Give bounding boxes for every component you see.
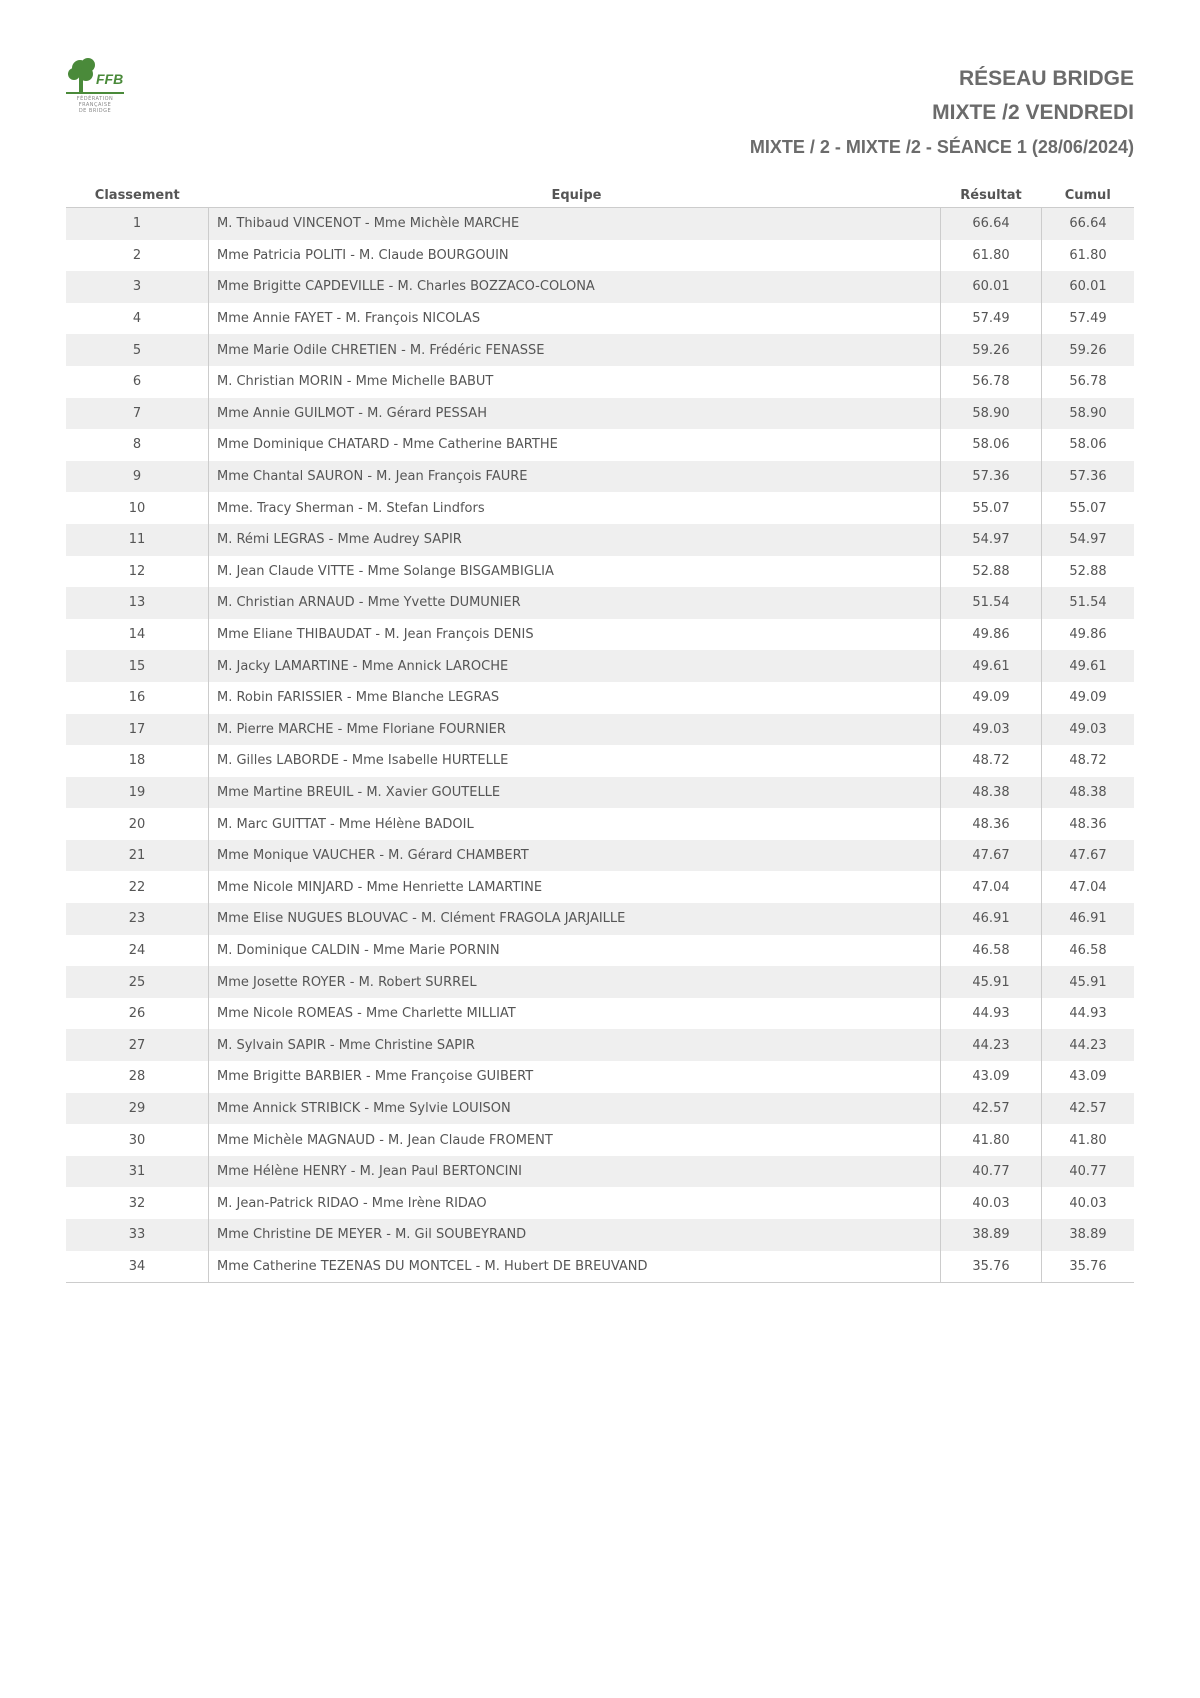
team-cell: M. Marc GUITTAT - Mme Hélène BADOIL (209, 808, 941, 840)
result-cell: 58.90 (941, 398, 1042, 430)
rank-cell: 9 (66, 461, 209, 493)
team-cell: M. Jean Claude VITTE - Mme Solange BISGAMBIGLIA (209, 556, 941, 588)
result-cell: 44.93 (941, 998, 1042, 1030)
cumul-cell: 48.72 (1069, 753, 1107, 769)
rank-cell: 24 (66, 935, 209, 967)
rank-cell: 11 (66, 524, 209, 556)
table-row (66, 1093, 1134, 1125)
rank-cell: 10 (66, 492, 209, 524)
result-cell: 40.77 (941, 1156, 1042, 1188)
result-cell: 38.89 (941, 1219, 1042, 1251)
rank-cell: 32 (66, 1187, 209, 1219)
cumul-cell: 47.67 (1042, 840, 1135, 872)
table-row (66, 871, 1134, 903)
team-cell: Mme Chantal SAURON - M. Jean François FAURE (209, 461, 941, 493)
table-row (66, 492, 1134, 524)
team-cell: Mme Annie GUILMOT - M. Gérard PESSAH (209, 398, 941, 430)
result-cell: 52.88 (941, 556, 1042, 588)
team-cell: M. Pierre MARCHE - Mme Floriane FOURNIER (209, 714, 941, 746)
table-row (66, 429, 1134, 461)
team-cell: Mme Nicole MINJARD - Mme Henriette LAMARTINE (209, 871, 941, 903)
table-row (66, 524, 1134, 556)
cumul-cell: 49.09 (1069, 690, 1107, 706)
result-cell: 35.76 (941, 1251, 1042, 1283)
table-row (66, 840, 1134, 872)
result-cell: 57.36 (941, 461, 1042, 493)
cumul-cell: 61.80 (1069, 247, 1107, 263)
cumul-cell: 44.23 (1042, 1029, 1135, 1061)
logo-line-3: DE BRIDGE (78, 108, 112, 114)
rank-cell: 1 (66, 208, 209, 240)
table-row (66, 903, 1134, 935)
table-row (66, 935, 1134, 967)
column-header-result: Résultat (941, 183, 1042, 208)
team-cell: Mme Hélène HENRY - M. Jean Paul BERTONCINI (209, 1156, 941, 1188)
tree-icon (66, 56, 124, 96)
cumul-cell: 55.07 (1069, 500, 1107, 516)
rank-cell: 25 (66, 966, 209, 998)
rank-cell: 2 (66, 240, 209, 272)
cumul-cell: 58.90 (1042, 398, 1135, 430)
rank-cell: 7 (66, 398, 209, 430)
result-cell: 46.91 (941, 903, 1042, 935)
cumul-cell: 52.88 (1069, 563, 1107, 579)
cumul-cell: 59.26 (1042, 334, 1135, 366)
table-row (66, 1156, 1134, 1188)
cumul-cell: 48.36 (1069, 816, 1107, 832)
cumul-cell: 43.09 (1069, 1069, 1107, 1085)
rank-cell: 14 (66, 619, 209, 651)
cumul-cell: 57.49 (1069, 311, 1107, 327)
table-row (66, 271, 1134, 303)
table-row (66, 334, 1134, 366)
team-cell: Mme Marie Odile CHRETIEN - M. Frédéric FENASSE (209, 334, 941, 366)
result-cell: 49.61 (941, 650, 1042, 682)
team-cell: Mme Josette ROYER - M. Robert SURREL (209, 966, 941, 998)
page-header (750, 62, 1134, 164)
team-cell: M. Christian MORIN - Mme Michelle BABUT (209, 366, 941, 398)
rank-cell: 16 (66, 682, 209, 714)
cumul-cell: 42.57 (1042, 1093, 1135, 1125)
logo-abbr: FFB (96, 71, 124, 87)
rank-cell: 4 (66, 303, 209, 335)
rank-cell: 33 (66, 1219, 209, 1251)
ffb-logo (66, 56, 124, 126)
rank-cell: 29 (66, 1093, 209, 1125)
team-cell: Mme Catherine TEZENAS DU MONTCEL - M. Hubert DE BREUVAND (209, 1251, 941, 1283)
rank-cell: 15 (66, 650, 209, 682)
team-cell: Mme Nicole ROMEAS - Mme Charlette MILLIAT (209, 998, 941, 1030)
table-row (66, 682, 1134, 714)
network-title: RÉSEAU BRIDGE (958, 67, 1134, 90)
cumul-cell: 57.36 (1042, 461, 1135, 493)
table-row (66, 398, 1134, 430)
team-cell: Mme Christine DE MEYER - M. Gil SOUBEYRAND (209, 1219, 941, 1251)
cumul-cell: 40.77 (1042, 1156, 1135, 1188)
table-row (66, 556, 1134, 588)
team-cell: M. Dominique CALDIN - Mme Marie PORNIN (209, 935, 941, 967)
table-row (66, 1251, 1134, 1283)
team-cell: M. Sylvain SAPIR - Mme Christine SAPIR (209, 1029, 941, 1061)
table-row (66, 714, 1134, 746)
result-cell: 61.80 (941, 240, 1042, 272)
team-cell: M. Jacky LAMARTINE - Mme Annick LAROCHE (209, 650, 941, 682)
rank-cell: 6 (66, 366, 209, 398)
table-row (66, 461, 1134, 493)
cumul-cell: 58.06 (1069, 437, 1107, 453)
table-row (66, 777, 1134, 809)
team-cell: Mme Brigitte CAPDEVILLE - M. Charles BOZZACO-COLONA (209, 271, 941, 303)
rank-cell: 19 (66, 777, 209, 809)
rank-cell: 21 (66, 840, 209, 872)
rank-cell: 3 (66, 271, 209, 303)
result-cell: 49.09 (941, 682, 1042, 714)
result-cell: 42.57 (941, 1093, 1042, 1125)
rank-cell: 28 (66, 1061, 209, 1093)
result-cell: 49.86 (941, 619, 1042, 651)
table-row (66, 366, 1134, 398)
table-row (66, 1061, 1134, 1093)
result-cell: 56.78 (941, 366, 1042, 398)
cumul-cell: 45.91 (1042, 966, 1135, 998)
result-cell: 59.26 (941, 334, 1042, 366)
table-row (66, 1219, 1134, 1251)
result-cell: 55.07 (941, 492, 1042, 524)
result-cell: 46.58 (941, 935, 1042, 967)
rank-cell: 34 (66, 1251, 209, 1283)
team-cell: Mme. Tracy Sherman - M. Stefan Lindfors (209, 492, 941, 524)
team-cell: Mme Monique VAUCHER - M. Gérard CHAMBERT (209, 840, 941, 872)
table-row (66, 650, 1134, 682)
rank-cell: 26 (66, 998, 209, 1030)
cumul-cell: 51.54 (1042, 587, 1135, 619)
rank-cell: 31 (66, 1156, 209, 1188)
team-cell: M. Gilles LABORDE - Mme Isabelle HURTELLE (209, 745, 941, 777)
team-cell: M. Rémi LEGRAS - Mme Audrey SAPIR (209, 524, 941, 556)
cumul-cell: 48.38 (1042, 777, 1135, 809)
result-cell: 58.06 (941, 429, 1042, 461)
rank-cell: 20 (66, 808, 209, 840)
cumul-cell: 41.80 (1069, 1132, 1107, 1148)
rank-cell: 8 (66, 429, 209, 461)
cumul-cell: 49.61 (1042, 650, 1135, 682)
team-cell: M. Christian ARNAUD - Mme Yvette DUMUNIER (209, 587, 941, 619)
result-cell: 41.80 (941, 1124, 1042, 1156)
session-title: MIXTE / 2 - MIXTE /2 - SÉANCE 1 (28/06/2024) (749, 137, 1134, 157)
rank-cell: 27 (66, 1029, 209, 1061)
cumul-cell: 35.76 (1042, 1251, 1135, 1283)
cumul-cell: 60.01 (1042, 271, 1135, 303)
cumul-cell: 47.04 (1069, 879, 1107, 895)
rank-cell: 22 (66, 871, 209, 903)
result-cell: 48.38 (941, 777, 1042, 809)
cumul-cell: 40.03 (1069, 1195, 1107, 1211)
table-row (66, 208, 1134, 240)
table-row (66, 745, 1134, 777)
result-cell: 49.03 (941, 714, 1042, 746)
table-row (66, 1187, 1134, 1219)
table-row (66, 240, 1134, 272)
result-cell: 54.97 (941, 524, 1042, 556)
cumul-cell: 54.97 (1042, 524, 1135, 556)
column-header-team: Equipe (209, 183, 941, 208)
cumul-cell: 38.89 (1042, 1219, 1135, 1251)
cumul-cell: 66.64 (1042, 208, 1135, 240)
logo-line-2: FRANÇAISE (78, 102, 112, 108)
cumul-cell: 56.78 (1069, 374, 1107, 390)
rank-cell: 23 (66, 903, 209, 935)
cumul-cell: 46.91 (1042, 903, 1135, 935)
team-cell: Mme Martine BREUIL - M. Xavier GOUTELLE (209, 777, 941, 809)
table-row (66, 1124, 1134, 1156)
result-cell: 47.67 (941, 840, 1042, 872)
team-cell: M. Jean-Patrick RIDAO - Mme Irène RIDAO (209, 1187, 941, 1219)
result-cell: 51.54 (941, 587, 1042, 619)
rank-cell: 30 (66, 1124, 209, 1156)
table-row (66, 966, 1134, 998)
results-table (66, 183, 1134, 1283)
result-cell: 43.09 (941, 1061, 1042, 1093)
table-row (66, 808, 1134, 840)
cumul-cell: 49.86 (1069, 627, 1107, 643)
team-cell: Mme Brigitte BARBIER - Mme Françoise GUIBERT (209, 1061, 941, 1093)
table-row (66, 619, 1134, 651)
result-cell: 48.72 (941, 745, 1042, 777)
team-cell: M. Robin FARISSIER - Mme Blanche LEGRAS (209, 682, 941, 714)
result-cell: 45.91 (941, 966, 1042, 998)
rank-cell: 12 (66, 556, 209, 588)
team-cell: Mme Michèle MAGNAUD - M. Jean Claude FROMENT (209, 1124, 941, 1156)
team-cell: M. Thibaud VINCENOT - Mme Michèle MARCHE (209, 208, 941, 240)
team-cell: Mme Dominique CHATARD - Mme Catherine BARTHE (209, 429, 941, 461)
table-row (66, 998, 1134, 1030)
rank-cell: 18 (66, 745, 209, 777)
result-cell: 48.36 (941, 808, 1042, 840)
team-cell: Mme Elise NUGUES BLOUVAC - M. Clément FRAGOLA JARJAILLE (209, 903, 941, 935)
cumul-cell: 44.93 (1069, 1006, 1107, 1022)
result-cell: 66.64 (941, 208, 1042, 240)
rank-cell: 17 (66, 714, 209, 746)
table-row (66, 587, 1134, 619)
competition-title: MIXTE /2 VENDREDI (932, 101, 1134, 124)
table-row (66, 303, 1134, 335)
result-cell: 40.03 (941, 1187, 1042, 1219)
rank-cell: 5 (66, 334, 209, 366)
team-cell: Mme Eliane THIBAUDAT - M. Jean François DENIS (209, 619, 941, 651)
logo-caption (66, 96, 124, 114)
team-cell: Mme Annick STRIBICK - Mme Sylvie LOUISON (209, 1093, 941, 1125)
table-row (66, 1029, 1134, 1061)
cumul-cell: 49.03 (1042, 714, 1135, 746)
result-cell: 60.01 (941, 271, 1042, 303)
result-cell: 57.49 (941, 303, 1042, 335)
logo-line-1: FÉDÉRATION (76, 96, 114, 102)
team-cell: Mme Patricia POLITI - M. Claude BOURGOUIN (209, 240, 941, 272)
cumul-cell: 46.58 (1069, 942, 1107, 958)
team-cell: Mme Annie FAYET - M. François NICOLAS (209, 303, 941, 335)
result-cell: 47.04 (941, 871, 1042, 903)
result-cell: 44.23 (941, 1029, 1042, 1061)
rank-cell: 13 (66, 587, 209, 619)
table-header-row (66, 183, 1134, 208)
column-header-cumul: Cumul (1042, 183, 1135, 208)
column-header-rank: Classement (66, 183, 209, 208)
